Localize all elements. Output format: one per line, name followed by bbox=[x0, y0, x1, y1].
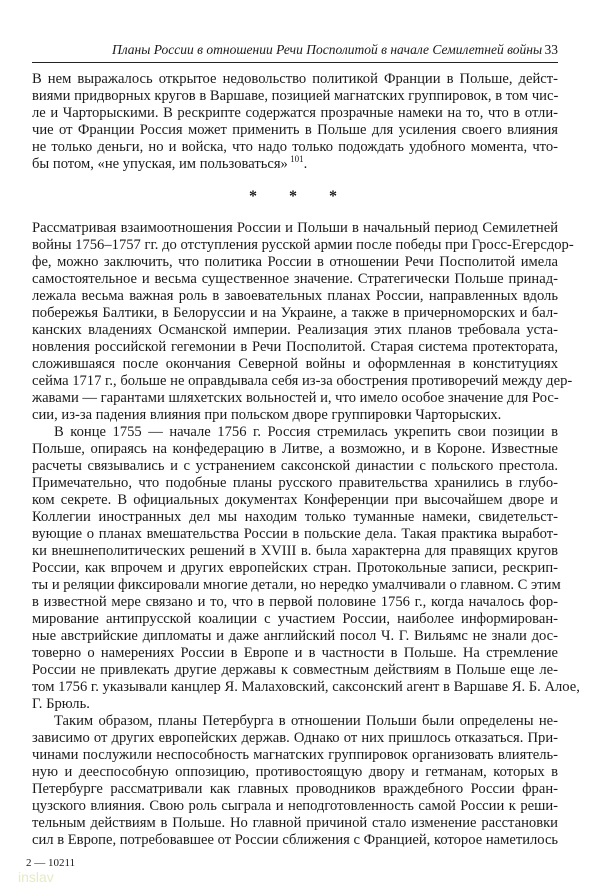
text-line bbox=[32, 271, 558, 288]
text-line bbox=[32, 764, 558, 781]
text-line bbox=[32, 356, 558, 373]
text-line-content: тельным действиям в Польше. Но главной причиной стало изменение расстановки bbox=[32, 815, 558, 831]
text-line bbox=[32, 713, 558, 730]
text-line bbox=[32, 322, 558, 339]
text-line-content: сии, из-за падения влияния при польском дворе группировки Чарторыских. bbox=[32, 407, 502, 423]
text-line-content: жавами — гарантами шляхетских вольностей и, что имело особое значение для Рос- bbox=[32, 390, 559, 406]
text-line bbox=[32, 441, 558, 458]
text-line bbox=[32, 577, 561, 594]
text-line-content: ле и Чарторыскими. В рескрипте содержатся прозрачные намеки на то, что в отли- bbox=[32, 105, 558, 121]
text-line bbox=[32, 730, 558, 747]
text-line-content: ком секрете. В официальных документах Конференции при высочайшем дворе и bbox=[32, 492, 558, 508]
paragraph-1 bbox=[32, 71, 558, 173]
text-line bbox=[32, 543, 558, 560]
text-line-content: бы потом, «не упуская, им пользоваться» bbox=[32, 156, 288, 172]
watermark: inslav bbox=[18, 869, 54, 885]
text-line bbox=[32, 798, 558, 815]
text-line-content: Польше, опираясь на конфедерацию в Литве, а возможно, и в Короне. Известные bbox=[32, 441, 558, 457]
text-line bbox=[32, 339, 558, 356]
text-line bbox=[32, 815, 558, 832]
text-line-content: расчеты связывались и с устранением саксонской династии с польского престола. bbox=[32, 458, 558, 474]
text-line bbox=[32, 424, 558, 441]
text-line bbox=[32, 832, 558, 849]
text-line bbox=[32, 492, 558, 509]
text-line-content: новления российской гегемонии в Речи Посполитой. Старая система протектората, bbox=[32, 339, 558, 355]
text-line-content: Коллегии иностранных дел мы находим только туманные намеки, свидетельст- bbox=[32, 509, 558, 525]
text-line bbox=[32, 662, 558, 679]
section-separator: * * * bbox=[249, 188, 351, 205]
text-line bbox=[32, 696, 558, 713]
text-line bbox=[32, 88, 558, 105]
text-line-content: ты и реляции фиксировали многие детали, но нередко умалчивали о главном. С этим bbox=[32, 577, 561, 593]
text-line-content: сейма 1717 г., больше не оправдывала себя из-за обострения противоречий между дер- bbox=[32, 373, 573, 389]
text-line-content: сил в Европе, потребовавшее от России сближения с Францией, которое наметилось bbox=[32, 832, 559, 848]
text-line-content: лежала весьма важная роль в завоевательных планах России, направленных вдоль bbox=[32, 288, 558, 304]
text-line bbox=[32, 526, 558, 543]
printer-signature: 2 — 10211 bbox=[26, 857, 76, 869]
text-line bbox=[32, 71, 558, 88]
text-line-content: чие от Франции Россия может применить в Польше для усиления своего влияния bbox=[32, 122, 558, 138]
text-line bbox=[32, 645, 558, 662]
text-line bbox=[32, 747, 558, 764]
text-line-content: цузского влияния. Свою роль сыграла и неподготовленность самой России к реши- bbox=[32, 798, 558, 814]
text-line-content: сложившаяся после окончания Северной войны и оформленная в конституциях bbox=[32, 356, 558, 372]
text-line bbox=[32, 628, 558, 645]
text-line-content: канских владениях Османской империи. Реализация этих планов требовала уста- bbox=[32, 322, 558, 338]
text-line-content: не только деньги, но и войска, что надо только подождать удобного момента, что- bbox=[32, 139, 558, 155]
text-line bbox=[32, 156, 558, 173]
text-line bbox=[32, 254, 558, 271]
text-line-content: ки внешнеполитических решений в XVIII в. была характерна для правящих кругов bbox=[32, 543, 558, 559]
footnote-reference[interactable]: 101 bbox=[287, 154, 304, 165]
page-number: 33 bbox=[544, 42, 558, 57]
text-line-content: Рассматривая взаимоотношения России и Польши в начальный период Семилетней bbox=[32, 220, 558, 236]
text-line-content: мирование антипрусской коалиции с участием России, наиболее информирован- bbox=[32, 611, 558, 627]
paragraph-3 bbox=[32, 424, 580, 713]
text-line-content: побережья Балтики, в Белоруссии и на Украине, а также в причерноморских и бал- bbox=[32, 305, 558, 321]
paragraph-4 bbox=[32, 713, 558, 849]
text-line-content: ную и дееспособную оппозицию, противостоящую двору и гетманам, которых в bbox=[32, 764, 558, 780]
text-line-content: Примечательно, что подобные планы русского правительства хранились в глубо- bbox=[32, 475, 558, 491]
paragraph-2 bbox=[32, 220, 574, 424]
text-line-content: Таким образом, планы Петербурга в отношении Польши были определены не- bbox=[54, 713, 558, 729]
text-line bbox=[32, 122, 558, 139]
text-line-content: фе, можно заключить, что политика России в отношении Речи Посполитой имела bbox=[32, 254, 558, 270]
punctuation: . bbox=[303, 156, 308, 172]
text-line-content: виями придворных кругов в Варшаве, позицией магнатских группировок, в том чис- bbox=[32, 88, 559, 104]
header-rule bbox=[32, 62, 558, 63]
text-line bbox=[32, 407, 558, 424]
text-line-content: ные австрийские дипломаты и даже английский посол Ч. Г. Вильямс не знали дос- bbox=[32, 628, 558, 644]
text-line-content: вующие о планах вмешательства России в польские дела. Такая практика выработ- bbox=[32, 526, 558, 542]
text-line bbox=[32, 105, 558, 122]
text-line-content: России, как впрочем и других европейских стран. Протокольные записи, рескрип- bbox=[32, 560, 558, 576]
running-header bbox=[32, 40, 558, 60]
text-line bbox=[32, 611, 558, 628]
text-line bbox=[32, 237, 574, 254]
text-line bbox=[32, 373, 573, 390]
text-line-content: товерно о намерениях России в Европе и в частности в Польше. На стремление bbox=[32, 645, 558, 661]
text-line bbox=[32, 475, 558, 492]
text-line bbox=[32, 288, 558, 305]
text-line-content: Петербурге рассматривали как главных проводников враждебного России фран- bbox=[32, 781, 558, 797]
text-line bbox=[32, 509, 558, 526]
text-line-content: России не привлекать другие державы к совместным действиям в Польше еще ле- bbox=[32, 662, 558, 678]
text-line-content: В нем выражалось открытое недовольство политикой Франции в Польше, дейст- bbox=[32, 71, 558, 87]
text-line bbox=[32, 679, 580, 696]
text-line bbox=[32, 390, 558, 407]
text-line bbox=[32, 560, 558, 577]
text-line-content: В конце 1755 — начале 1756 г. Россия стремилась укрепить свои позиции в bbox=[54, 424, 558, 440]
text-line-content: том 1756 г. указывали канцлер Я. Малаховский, саксонский агент в Варшаве Я. Б. Алое, bbox=[32, 679, 580, 695]
text-line-content: зависимо от других европейских держав. Однако от них пришлось отказаться. При- bbox=[32, 730, 558, 746]
running-title: Планы России в отношении Речи Посполитой в начале Семилетней войны bbox=[112, 42, 543, 57]
text-line-content: чинами послужили неспособность магнатских группировок организовать влиятель- bbox=[32, 747, 558, 763]
text-line bbox=[32, 220, 558, 237]
text-line-content: войны 1756–1757 гг. до отступления русской армии после победы при Гросс-Егерсдор- bbox=[32, 237, 574, 253]
text-line-content: Г. Брюль. bbox=[32, 696, 90, 712]
text-line-content: в известной мере связано и то, что в первой половине 1756 г., когда началось фор- bbox=[32, 594, 558, 610]
text-line bbox=[32, 781, 558, 798]
text-line bbox=[32, 305, 558, 322]
text-line-content: самостоятельное и весьма существенное значение. Стратегически Польше принад- bbox=[32, 271, 558, 287]
text-line bbox=[32, 594, 558, 611]
text-line bbox=[32, 458, 558, 475]
